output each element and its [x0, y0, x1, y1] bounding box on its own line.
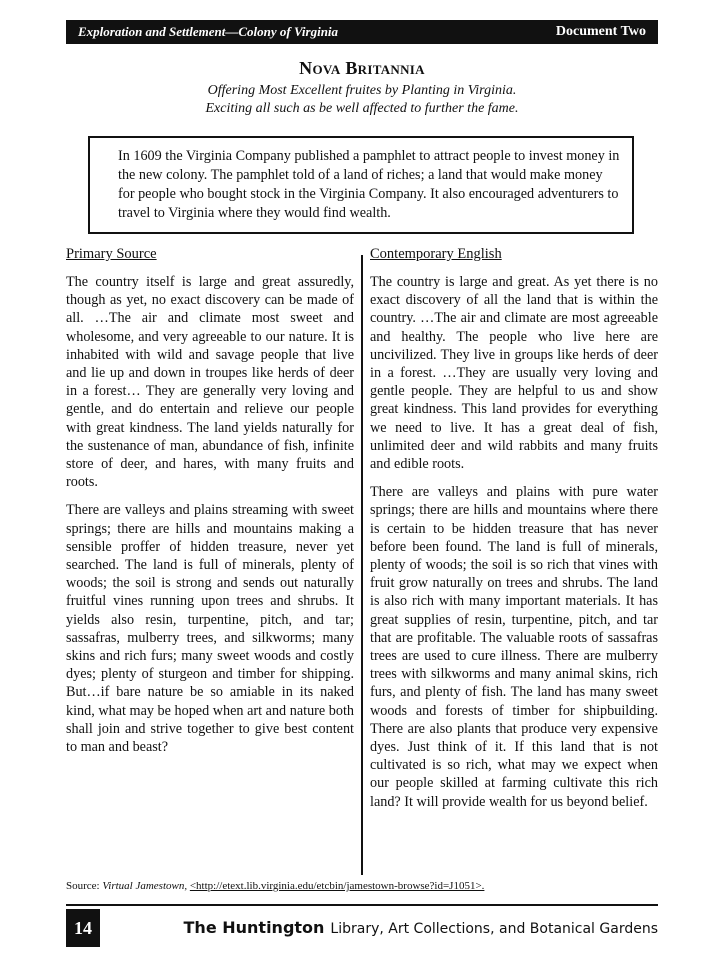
contemporary-paragraph: There are valleys and plains with pure water springs; there are hills and mountains where there is certain to be hidden treasure that has never before been found. The land is full of minerals, plenty of woods; the soil is so rich that vines with fruit grow naturally on trees and shrubs. The land is also rich with many important materials. It has great supplies of resin, turpentine, pitch, and tar that are profitable. The valuable roots of sassafras trees are used to cure illness. There are mulberry trees with silkworms and many animal skins, rich furs, and plenty of fish. The land has many sweet woods and forests of timber for shipbuilding. There are also plants that produce very expensive dyes. Just think of it. If this land that is not cultivated is so rich, what may we expect when our people skilled at farming cultivate this rich land? It will provide wealth for us beyond belief.	[370, 484, 658, 810]
organization-title: The Huntington	[183, 918, 325, 937]
subtitle-2: Exciting all such as be well affected to further the fame.	[205, 101, 519, 116]
page-number: 14	[66, 909, 100, 947]
section-title: Exploration and Settlement—Colony of Virginia	[78, 24, 339, 39]
primary-paragraph: There are valleys and plains streaming with sweet springs; there are hills and mountains making a sensible proffer of hidden treasure, never yet searched. The land is full of minerals, plenty of woods; the soil is strong and sends out naturally fruitful vines running upon trees and shrubs. It yields also resin, turpentine, pitch, and tar; sassafras, mulberry trees, and silkworms; many skins and rich furs; many sweet woods and costly dyes; plenty of sturgeon and timber for shipping. But…if bare nature be so amiable in its naked kind, what may be hoped when art and nature both shall join and strive together to give best content to man and beast?	[66, 502, 354, 756]
column-divider	[361, 255, 363, 875]
organization-name	[184, 918, 658, 937]
footer	[66, 909, 658, 947]
contemporary-english-column	[370, 273, 658, 821]
document-label: Document Two	[555, 24, 646, 39]
page-title	[66, 58, 658, 79]
header-bar	[66, 20, 658, 44]
page-title-text: Nova Britannia	[299, 58, 425, 78]
intro-box: In 1609 the Virginia Company published a pamphlet to attract people to invest money in the new colony. The pamphlet told of a land of riches; a land that would make money for people who bought stock in the Virginia Company. It also encouraged adventurers to travel to Virginia where they would find wealth.	[88, 136, 634, 234]
source-url-link[interactable]: <http://etext.lib.virginia.edu/etcbin/jamestown-browse?id=J1051>.	[189, 880, 485, 892]
primary-paragraph: The country itself is large and great assuredly, though as yet, no exact discovery can be made of all. …The air and climate most sweet and wholesome, and very agreeable to our nature. It is inhabited with wild and savage people that live and lie up and down in troupes like herds of deer in a forest… They are generally very loving and gentle, and do entertain and relieve our people with great kindness. The land yields naturally for the sustenance of man, abundance of fish, infinite store of deer, and hares, with many fruits and roots.	[66, 274, 354, 491]
primary-source-column	[66, 273, 354, 766]
contemporary-english-heading: Contemporary English	[370, 246, 502, 262]
source-publication: Virtual Jamestown,	[102, 880, 188, 892]
primary-source-heading: Primary Source	[66, 246, 157, 262]
contemporary-paragraph: The country is large and great. As yet there is no exact discovery of all the land that is within the country. …The air and climate are most agreeable and healthy. The people who live here are uncivilized. They live in groups like herds of deer in a forest. …They are usually very loving and gentle people. They are helpful to us and show great kindness. This land provides for everything we need to live. It has a great deal of fish, unlimited deer and wild rabbits and many fruits and edible roots.	[370, 274, 658, 473]
source-label: Source:	[66, 880, 100, 892]
source-citation	[66, 880, 484, 892]
organization-subtitle: Library, Art Collections, and Botanical Gardens	[330, 921, 658, 937]
footer-rule	[66, 904, 658, 906]
subtitle-1: Offering Most Excellent fruites by Planting in Virginia.	[207, 83, 517, 98]
